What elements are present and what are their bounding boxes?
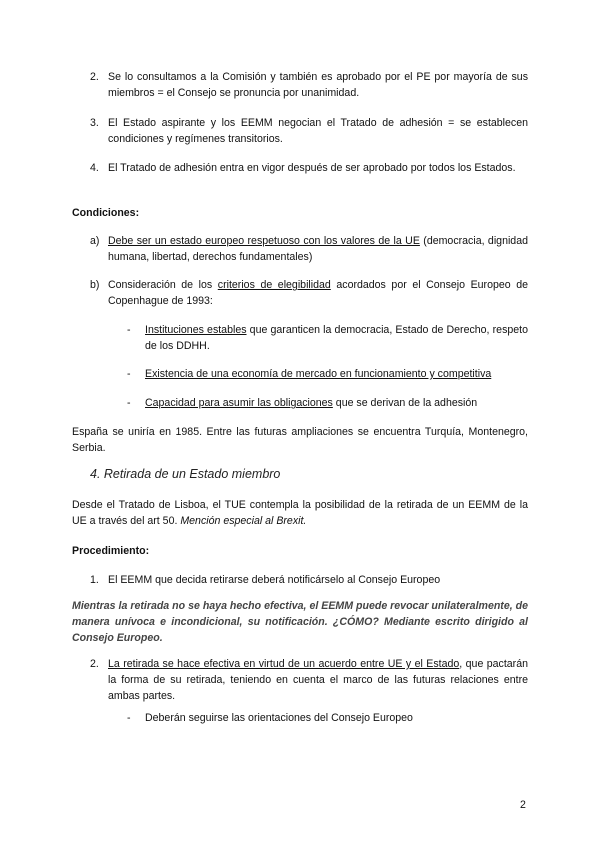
section-intro-text: Desde el Tratado de Lisboa, el TUE contempla la posibilidad de la retirada de un EEMM de la UE a través del art 50. [72,499,528,527]
condition-b-label: b) [90,279,100,291]
list-item-text: Se lo consultamos a la Comisión y también es aprobado por el PE por mayoría de sus miembros = el Consejo se pronuncia por unanimidad. [108,71,528,99]
sub-item: Deberán seguirse las orientaciones del Consejo Europeo [145,712,413,724]
condition-b-rest: acordados por el Consejo Europeo de Copenhague de 1993: [108,279,528,307]
condition-b-pre: Consideración de los [108,279,218,291]
criteria-rest: que garanticen la democracia, Estado de Derecho, respeto de los DDHH. [145,324,528,352]
criteria-rest: que se derivan de la adhesión [332,397,478,409]
step-text: El EEMM que decida retirarse deberá notificárselo al Consejo Europeo [108,574,441,586]
criteria-dash: - [127,368,131,380]
step-underlined: La retirada se hace efectiva en virtud de un acuerdo entre UE y el Estado [108,658,460,670]
step-number: 2. [90,658,99,670]
step-number: 1. [90,574,99,586]
list-item-number: 4. [90,162,99,174]
espana-paragraph: España se uniría en 1985. Entre las futuras ampliaciones se encuentra Turquía, Montenegro, Serbia. [72,426,528,454]
condiciones-heading: Condiciones: [72,207,140,219]
criteria-underlined: Instituciones estables [145,324,247,336]
condition-a-text [108,233,528,265]
step-text [108,656,528,704]
procedimiento-heading: Procedimiento: [72,545,150,557]
criteria-item [145,366,528,382]
list-item-text: El Estado aspirante y los EEMM negocian el Tratado de adhesión = se establecen condiciones y regímenes transitorios. [108,117,528,145]
list-item-number: 2. [90,71,99,83]
criteria-item [145,322,528,354]
section-heading: 4. Retirada de un Estado miembro [90,467,281,481]
sub-dash: - [127,712,131,724]
condition-a-underlined: Debe ser un estado europeo respetuoso con los valores de la UE [108,235,420,247]
condition-b-text [108,277,528,309]
criteria-dash: - [127,397,131,409]
revocation-note: Mientras la retirada no se haya hecho efectiva, el EEMM puede revocar unilateralmente, de manera unívoca e incondicional, su notificación. ¿CÓMO? Mediante escrito dirigido al Consejo Europeo. [72,600,528,644]
criteria-dash: - [127,324,131,336]
condition-a-label: a) [90,235,100,247]
criteria-underlined: Existencia de una economía de mercado en funcionamiento y competitiva [145,368,492,380]
step-rest: , que pactarán la forma de su retirada, teniendo en cuenta el marco de las futuras relaciones entre ambas partes. [108,658,528,702]
criteria-underlined: Capacidad para asumir las obligaciones [145,397,333,409]
criteria-item [145,395,528,411]
section-intro [72,497,528,529]
page-number: 2 [520,799,526,811]
section-intro-italic: Mención especial al Brexit. [180,515,307,527]
list-item-number: 3. [90,117,99,129]
condition-a-rest: (democracia, dignidad humana, libertad, derechos fundamentales) [108,235,528,263]
list-item-text: El Tratado de adhesión entra en vigor después de ser aprobado por todos los Estados. [108,162,516,174]
condition-b-underlined: criterios de elegibilidad [217,279,331,291]
